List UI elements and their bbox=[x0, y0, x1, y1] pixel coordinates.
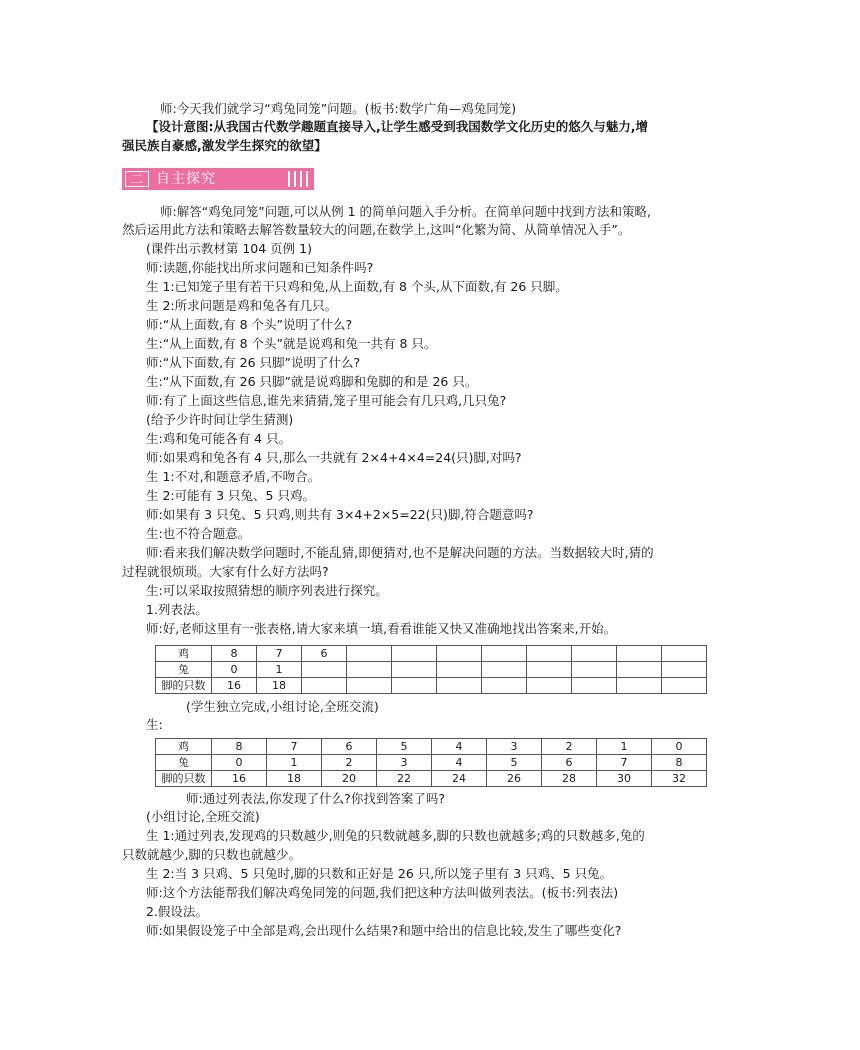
text-line: 师:如果有 3 只兔、5 只鸡,则共有 3×4+2×5=22(只)脚,符合题意吗? bbox=[146, 507, 534, 522]
text-line: (学生独立完成,小组讨论,全班交流) bbox=[186, 699, 379, 714]
text-line: 师:好,老师这里有一张表格,请大家来填一填,看看谁能又快又准确地找出答案来,开始。 bbox=[146, 621, 617, 636]
text-line: 生:“从下面数,有 26 只脚”就是说鸡脚和兔脚的和是 26 只。 bbox=[146, 374, 478, 389]
table-cell bbox=[527, 646, 572, 662]
complete-table bbox=[155, 738, 707, 787]
table-cell: 22 bbox=[377, 771, 432, 787]
text-line: 生:鸡和兔可能各有 4 只。 bbox=[146, 431, 292, 446]
table-cell bbox=[482, 662, 527, 678]
table-cell: 4 bbox=[432, 755, 487, 771]
table-cell bbox=[482, 678, 527, 694]
table-row bbox=[156, 771, 707, 787]
table-cell: 18 bbox=[267, 771, 322, 787]
table-cell: 16 bbox=[212, 771, 267, 787]
text-line: 生 2:可能有 3 只兔、5 只鸡。 bbox=[146, 488, 315, 503]
fill-in-table bbox=[155, 645, 707, 694]
text-line: 然后运用此方法和策略去解答数量较大的问题,在数学上,这叫“化繁为简、从简单情况入手”。 bbox=[122, 222, 631, 237]
section-banner bbox=[122, 168, 314, 190]
table-cell bbox=[437, 646, 482, 662]
row-label: 鸡 bbox=[156, 739, 212, 755]
table-cell: 7 bbox=[597, 755, 652, 771]
table-cell: 8 bbox=[652, 755, 707, 771]
table-cell bbox=[662, 662, 707, 678]
design-intent-line: 【设计意图:从我国古代数学趣题直接导入,让学生感受到我国数学文化历史的悠久与魅力,增 bbox=[146, 119, 648, 134]
table-cell: 28 bbox=[542, 771, 597, 787]
text-line: 师:看来我们解决数学问题时,不能乱猜,即便猜对,也不是解决问题的方法。当数据较大时,猜的 bbox=[146, 545, 654, 560]
table-cell: 0 bbox=[652, 739, 707, 755]
text-line: (小组讨论,全班交流) bbox=[146, 809, 260, 824]
table-cell: 3 bbox=[377, 755, 432, 771]
table-row bbox=[156, 662, 707, 678]
table-cell bbox=[392, 662, 437, 678]
table-cell bbox=[347, 646, 392, 662]
table-cell bbox=[437, 678, 482, 694]
text-line: 2.假设法。 bbox=[146, 904, 208, 919]
table-cell bbox=[617, 646, 662, 662]
text-line: 生 1:通过列表,发现鸡的只数越少,则兔的只数就越多,脚的只数也就越多;鸡的只数越多,兔的 bbox=[146, 828, 645, 843]
text-line: 过程就很烦琐。大家有什么好方法吗? bbox=[122, 564, 329, 579]
text-line: 师:“从下面数,有 26 只脚”说明了什么? bbox=[146, 355, 361, 370]
row-label: 脚的只数 bbox=[156, 678, 212, 694]
text-line: 师:今天我们就学习“鸡兔同笼”问题。(板书:数学广角—鸡兔同笼) bbox=[160, 101, 517, 116]
text-line: (课件出示教材第 104 页例 1) bbox=[146, 241, 312, 256]
table-cell: 5 bbox=[487, 755, 542, 771]
text-line: 生 1:不对,和题意矛盾,不吻合。 bbox=[146, 469, 321, 484]
table-cell bbox=[662, 646, 707, 662]
banner-stripes bbox=[284, 171, 308, 187]
table-cell: 1 bbox=[267, 755, 322, 771]
table-cell: 1 bbox=[597, 739, 652, 755]
table-cell: 6 bbox=[302, 646, 347, 662]
table-row bbox=[156, 646, 707, 662]
text-line: 生 2:当 3 只鸡、5 只兔时,脚的只数和正好是 26 只,所以笼子里有 3 只鸡、5 只兔。 bbox=[146, 866, 613, 881]
table-cell: 6 bbox=[542, 755, 597, 771]
table-cell bbox=[572, 646, 617, 662]
table-cell bbox=[617, 662, 662, 678]
table-row bbox=[156, 678, 707, 694]
table-cell bbox=[347, 678, 392, 694]
table-row bbox=[156, 755, 707, 771]
text-line: 生:“从上面数,有 8 个头”就是说鸡和兔一共有 8 只。 bbox=[146, 336, 437, 351]
table-cell bbox=[572, 678, 617, 694]
table-cell: 8 bbox=[212, 739, 267, 755]
text-line: 师:这个方法能帮我们解决鸡兔同笼的问题,我们把这种方法叫做列表法。(板书:列表法) bbox=[146, 885, 619, 900]
table-cell bbox=[572, 662, 617, 678]
table-cell: 18 bbox=[257, 678, 302, 694]
table-cell bbox=[437, 662, 482, 678]
design-intent-line: 强民族自豪感,激发学生探究的欲望】 bbox=[122, 138, 327, 153]
text-line: 生 1:已知笼子里有若干只鸡和兔,从上面数,有 8 个头,从下面数,有 26 只脚。 bbox=[146, 279, 568, 294]
text-line: 生: bbox=[146, 717, 163, 732]
text-line: 生 2:所求问题是鸡和兔各有几只。 bbox=[146, 298, 338, 313]
table-cell: 7 bbox=[257, 646, 302, 662]
table-cell: 4 bbox=[432, 739, 487, 755]
text-line: (给予少许时间让学生猜测) bbox=[146, 412, 294, 427]
table-cell: 32 bbox=[652, 771, 707, 787]
text-line: 师:“从上面数,有 8 个头”说明了什么? bbox=[146, 317, 353, 332]
text-line: 师:如果鸡和兔各有 4 只,那么一共就有 2×4+4×4=24(只)脚,对吗? bbox=[146, 450, 522, 465]
table-cell bbox=[527, 678, 572, 694]
table-cell: 20 bbox=[322, 771, 377, 787]
table-cell bbox=[527, 662, 572, 678]
table-cell: 26 bbox=[487, 771, 542, 787]
table-cell bbox=[392, 678, 437, 694]
text-line: 生:也不符合题意。 bbox=[146, 526, 251, 541]
table-row bbox=[156, 739, 707, 755]
table-cell: 0 bbox=[212, 662, 257, 678]
table-cell: 5 bbox=[377, 739, 432, 755]
table-cell: 30 bbox=[597, 771, 652, 787]
text-line: 师:有了上面这些信息,谁先来猜猜,笼子里可能会有几只鸡,几只兔? bbox=[146, 393, 507, 408]
table-cell bbox=[482, 646, 527, 662]
table-cell: 3 bbox=[487, 739, 542, 755]
row-label: 兔 bbox=[156, 755, 212, 771]
table-cell bbox=[302, 678, 347, 694]
table-cell: 7 bbox=[267, 739, 322, 755]
table-cell: 2 bbox=[542, 739, 597, 755]
table-cell bbox=[662, 678, 707, 694]
row-label: 鸡 bbox=[156, 646, 212, 662]
text-line: 师:通过列表法,你发现了什么?你找到答案了吗? bbox=[186, 791, 445, 806]
table-cell: 8 bbox=[212, 646, 257, 662]
table-cell bbox=[347, 662, 392, 678]
table-cell: 24 bbox=[432, 771, 487, 787]
table-cell: 6 bbox=[322, 739, 377, 755]
section-number: 二 bbox=[125, 171, 149, 187]
table-cell: 2 bbox=[322, 755, 377, 771]
text-line: 师:读题,你能找出所求问题和已知条件吗? bbox=[146, 260, 374, 275]
text-line: 只数就越少,脚的只数也就越少。 bbox=[122, 847, 301, 862]
section-title: 自主探究 bbox=[156, 171, 216, 187]
table-cell: 1 bbox=[257, 662, 302, 678]
text-line: 师:如果假设笼子中全部是鸡,会出现什么结果?和题中给出的信息比较,发生了哪些变化? bbox=[146, 923, 622, 938]
row-label: 脚的只数 bbox=[156, 771, 212, 787]
table-cell bbox=[617, 678, 662, 694]
text-line: 师:解答“鸡兔同笼”问题,可以从例 1 的简单问题入手分析。在简单问题中找到方法和策略, bbox=[160, 204, 652, 219]
table-cell: 16 bbox=[212, 678, 257, 694]
table-cell: 0 bbox=[212, 755, 267, 771]
row-label: 兔 bbox=[156, 662, 212, 678]
table-cell bbox=[302, 662, 347, 678]
text-line: 生:可以采取按照猜想的顺序列表进行探究。 bbox=[146, 583, 388, 598]
text-line: 1.列表法。 bbox=[146, 602, 208, 617]
table-cell bbox=[392, 646, 437, 662]
